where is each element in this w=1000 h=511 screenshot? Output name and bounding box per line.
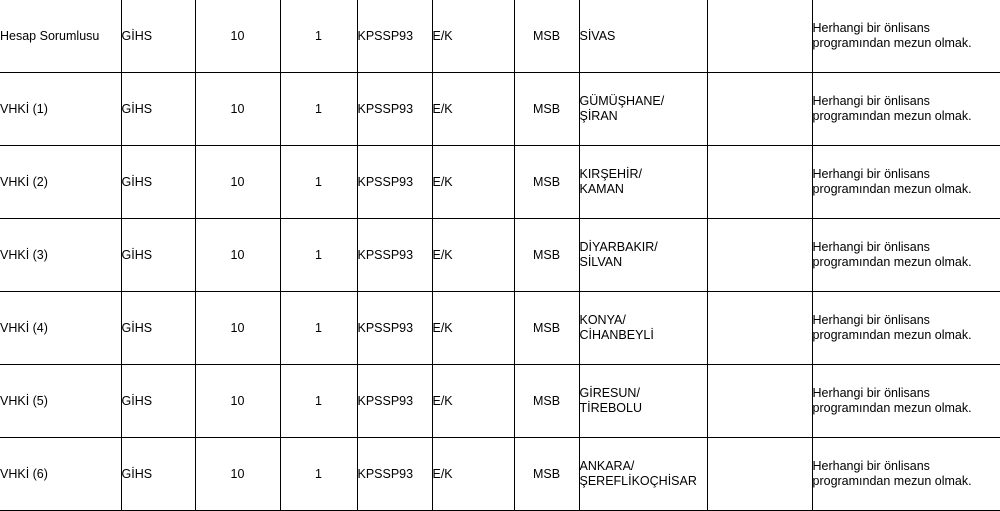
- quota-cell: [280, 438, 357, 511]
- quota-cell: [280, 0, 357, 73]
- qualification-line: programından mezun olmak.: [813, 36, 1000, 51]
- position-title-cell: [0, 0, 121, 73]
- qualification-line: Herhangi bir önlisans: [813, 94, 1000, 109]
- exam-type-text: KPSSP93: [358, 248, 414, 262]
- grade-text: 10: [231, 321, 245, 335]
- grade-cell: [195, 365, 280, 438]
- exam-type-cell: [357, 146, 432, 219]
- unit-text: GİHS: [122, 467, 153, 481]
- position-title-text: VHKİ (2): [0, 175, 48, 189]
- grade-cell: [195, 0, 280, 73]
- qualification-line: programından mezun olmak.: [813, 255, 1000, 270]
- gender-cell: [432, 219, 514, 292]
- gender-text: E/K: [433, 175, 453, 189]
- quota-text: 1: [315, 102, 322, 116]
- location-cell: [579, 365, 707, 438]
- gender-text: E/K: [433, 248, 453, 262]
- institution-cell: [514, 438, 579, 511]
- exam-type-cell: [357, 365, 432, 438]
- gender-cell: [432, 0, 514, 73]
- qualification-line: Herhangi bir önlisans: [813, 21, 1000, 36]
- location-cell: [579, 438, 707, 511]
- qualification-line: Herhangi bir önlisans: [813, 167, 1000, 182]
- quota-text: 1: [315, 248, 322, 262]
- location-line: TİREBOLU: [580, 401, 707, 416]
- unit-text: GİHS: [122, 175, 153, 189]
- exam-type-text: KPSSP93: [358, 321, 414, 335]
- quota-cell: [280, 292, 357, 365]
- grade-cell: [195, 219, 280, 292]
- table-row: [0, 292, 1000, 365]
- table-row: [0, 146, 1000, 219]
- grade-text: 10: [231, 175, 245, 189]
- exam-type-cell: [357, 0, 432, 73]
- qualification-line: programından mezun olmak.: [813, 109, 1000, 124]
- grade-cell: [195, 73, 280, 146]
- quota-cell: [280, 365, 357, 438]
- gender-text: E/K: [433, 29, 453, 43]
- location-line: DİYARBAKIR/: [580, 240, 707, 255]
- location-line: ANKARA/: [580, 459, 707, 474]
- position-title-text: VHKİ (1): [0, 102, 48, 116]
- grade-text: 10: [231, 467, 245, 481]
- qualification-line: Herhangi bir önlisans: [813, 313, 1000, 328]
- quota-text: 1: [315, 29, 322, 43]
- unit-cell: [121, 146, 195, 219]
- grade-text: 10: [231, 102, 245, 116]
- qualification-cell: [812, 438, 1000, 511]
- quota-text: 1: [315, 321, 322, 335]
- location-line: SİLVAN: [580, 255, 707, 270]
- quota-text: 1: [315, 467, 322, 481]
- unit-text: GİHS: [122, 102, 153, 116]
- location-line: ŞİRAN: [580, 109, 707, 124]
- gender-cell: [432, 292, 514, 365]
- table-row: [0, 438, 1000, 511]
- location-line: ŞEREFLİKOÇHİSAR: [580, 474, 707, 489]
- table-row: [0, 73, 1000, 146]
- institution-text: MSB: [533, 175, 560, 189]
- location-cell: [579, 73, 707, 146]
- quota-text: 1: [315, 175, 322, 189]
- quota-cell: [280, 146, 357, 219]
- note-cell: [707, 73, 812, 146]
- location-line: GİRESUN/: [580, 386, 707, 401]
- location-line: KAMAN: [580, 182, 707, 197]
- qualification-line: programından mezun olmak.: [813, 401, 1000, 416]
- position-title-cell: [0, 438, 121, 511]
- table-row: [0, 0, 1000, 73]
- qualification-cell: [812, 292, 1000, 365]
- unit-cell: [121, 292, 195, 365]
- position-title-cell: [0, 292, 121, 365]
- position-title-cell: [0, 365, 121, 438]
- position-title-cell: [0, 146, 121, 219]
- institution-text: MSB: [533, 467, 560, 481]
- qualification-line: Herhangi bir önlisans: [813, 459, 1000, 474]
- grade-cell: [195, 438, 280, 511]
- unit-cell: [121, 438, 195, 511]
- gender-text: E/K: [433, 102, 453, 116]
- qualification-line: programından mezun olmak.: [813, 328, 1000, 343]
- gender-cell: [432, 365, 514, 438]
- qualification-line: Herhangi bir önlisans: [813, 240, 1000, 255]
- institution-text: MSB: [533, 102, 560, 116]
- gender-text: E/K: [433, 321, 453, 335]
- quota-cell: [280, 73, 357, 146]
- grade-cell: [195, 292, 280, 365]
- qualification-cell: [812, 146, 1000, 219]
- quota-cell: [280, 219, 357, 292]
- institution-text: MSB: [533, 248, 560, 262]
- position-title-text: Hesap Sorumlusu: [0, 29, 99, 43]
- exam-type-cell: [357, 438, 432, 511]
- position-title-cell: [0, 219, 121, 292]
- location-line: KONYA/: [580, 313, 707, 328]
- gender-text: E/K: [433, 394, 453, 408]
- exam-type-cell: [357, 292, 432, 365]
- note-cell: [707, 292, 812, 365]
- position-title-text: VHKİ (6): [0, 467, 48, 481]
- note-cell: [707, 438, 812, 511]
- grade-text: 10: [231, 29, 245, 43]
- institution-text: MSB: [533, 29, 560, 43]
- gender-text: E/K: [433, 467, 453, 481]
- qualification-line: Herhangi bir önlisans: [813, 386, 1000, 401]
- position-title-text: VHKİ (5): [0, 394, 48, 408]
- qualification-cell: [812, 73, 1000, 146]
- exam-type-text: KPSSP93: [358, 394, 414, 408]
- exam-type-cell: [357, 73, 432, 146]
- table-row: [0, 365, 1000, 438]
- quota-text: 1: [315, 394, 322, 408]
- location-cell: [579, 219, 707, 292]
- location-cell: [579, 292, 707, 365]
- institution-cell: [514, 146, 579, 219]
- gender-cell: [432, 146, 514, 219]
- qualification-cell: [812, 0, 1000, 73]
- qualification-cell: [812, 365, 1000, 438]
- unit-cell: [121, 73, 195, 146]
- position-title-text: VHKİ (4): [0, 321, 48, 335]
- institution-cell: [514, 292, 579, 365]
- institution-text: MSB: [533, 321, 560, 335]
- location-line: GÜMÜŞHANE/: [580, 94, 707, 109]
- note-cell: [707, 219, 812, 292]
- unit-cell: [121, 219, 195, 292]
- qualification-line: programından mezun olmak.: [813, 474, 1000, 489]
- note-cell: [707, 365, 812, 438]
- note-cell: [707, 146, 812, 219]
- location-line: KIRŞEHİR/: [580, 167, 707, 182]
- location-line: CİHANBEYLİ: [580, 328, 707, 343]
- position-title-text: VHKİ (3): [0, 248, 48, 262]
- unit-text: GİHS: [122, 248, 153, 262]
- unit-text: GİHS: [122, 321, 153, 335]
- location-line: SİVAS: [580, 29, 707, 44]
- exam-type-text: KPSSP93: [358, 102, 414, 116]
- qualification-line: programından mezun olmak.: [813, 182, 1000, 197]
- institution-cell: [514, 0, 579, 73]
- unit-cell: [121, 0, 195, 73]
- unit-text: GİHS: [122, 394, 153, 408]
- grade-cell: [195, 146, 280, 219]
- exam-type-text: KPSSP93: [358, 29, 414, 43]
- position-title-cell: [0, 73, 121, 146]
- location-cell: [579, 0, 707, 73]
- grade-text: 10: [231, 394, 245, 408]
- institution-cell: [514, 219, 579, 292]
- qualification-cell: [812, 219, 1000, 292]
- institution-cell: [514, 365, 579, 438]
- grade-text: 10: [231, 248, 245, 262]
- gender-cell: [432, 438, 514, 511]
- exam-type-text: KPSSP93: [358, 467, 414, 481]
- exam-type-text: KPSSP93: [358, 175, 414, 189]
- location-cell: [579, 146, 707, 219]
- gender-cell: [432, 73, 514, 146]
- exam-type-cell: [357, 219, 432, 292]
- unit-cell: [121, 365, 195, 438]
- unit-text: GİHS: [122, 29, 153, 43]
- note-cell: [707, 0, 812, 73]
- institution-text: MSB: [533, 394, 560, 408]
- institution-cell: [514, 73, 579, 146]
- table-row: [0, 219, 1000, 292]
